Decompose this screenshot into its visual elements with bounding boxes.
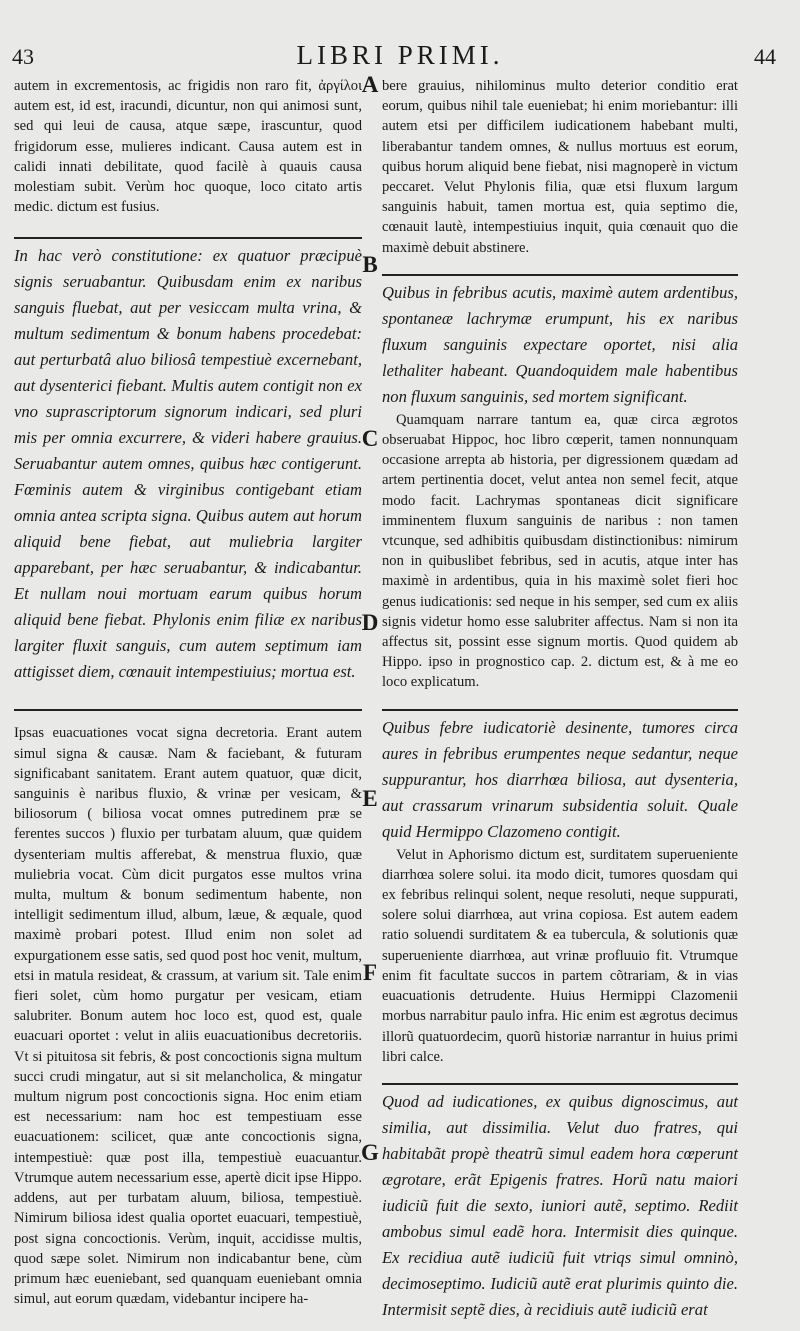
margin-letter: G — [361, 1140, 379, 1165]
margin-letter: A — [361, 72, 379, 97]
lemma-text: In hac verò constitutione: ex quatuor præcipuè signis seruabantur. Quibusdam enim ex naribus sanguis fluebat, aut per vesiccam multa vrina, & multum sedimentum & bonum habens procedebat: aut perturbatâ aluo biliosâ tempestiuè excernebant, aut dysenterici fiebant. Multis autem contigit non ex vno suprascriptorum signorum indicari, sed pluri mis per omnia excurrere, & videri habere grauius. Seruabantur autem omnes, quibus hæc contigerunt. Fœminis autem & virginibus contigebant etiam omnia antea scripta signa. Quibus autem aut horum aliquid bene fiebat, aut muliebria largiter apparebant, per hæc seruabantur, & indicabantur. Et nullam noui mortuam earum quibus horum aliquid bene fiebat. Phylonis enim filiæ ex naribus largiter fluxit sanguis, cum autem septimum iam attigisset diem, cœnauit intempestiuius; mortua est. — [14, 237, 362, 685]
margin-letter: B — [362, 252, 378, 277]
commentary-paragraph: bere grauius, nihilominus multo deterior conditio erat eorum, quibus nihil tale eueniebat; hi enim moriebantur: illi autem etsi per difficilem iudicationem habebant multi, liberabantur tandem omnes, & nullus mortuus est eorum, quibus horum aliquid bene fiebat, nisi magnoperè in victum peccaret. Velut Phylonis filia, quæ etsi fluxum largum sanguinis habuit, tamen mortua est, quia septimo die, cœnauit lautè, intempestiuius inquit, quia cœnauit quo die maximè debuit abstinere. — [382, 78, 738, 256]
left-column — [14, 76, 362, 1309]
running-header — [0, 40, 800, 74]
lemma-text: Quibus in febribus acutis, maximè autem ardentibus, spontaneæ lachrymæ erumpunt, his ex naribus fluxum sanguinis expectare oportet, nisi alia lethaliter habeant. Quandoquidem male habentibus non fluxum sanguinis, sed mortem significant. — [382, 274, 738, 410]
commentary-paragraph: Ipsas euacuationes vocat signa decretoria. Erant autem simul signa & causæ. Nam & faciebant, & futuram significabant sanitatem. Erant autem quatuor, quæ dicit, sanguinis è naribus fluxio, & vrinæ per vesicam, & biliosorum ( biliosa vocat omnes putredinem præ se ferentes succos ) fluxio per turbatam aluum, quæ quidem dysenteriam multis afferebat, & menstrua fluxio, quæ muliebria vocat. Cùm dicit purgatos esse multos vrina multa, multum & bonum sedimentum habente, non intelligit sedimentum illud, album, læue, & æquale, quod maximè probari potest. Illud enim non solet ad expurgationem esse satis, sed quod post hoc venit, multum, etsi in matula resideat, & crassum, at varium sit. Tale enim fieri solet, cùm homo purgatur per vesicam, etiam salubriter. Bonum autem hoc loco est, quod est, quale euacuari oportet : velut in aliis euacuationibus decretoriis. Vt si pituitosa sit febris, & post concoctionis signa multum succi crudi mingatur, aut si sit melancholica, & mingatur multum nigrum post concoctionis signa. Hoc enim etiam est necessarium: nam hoc est tempestiuam esse euacuationem: scilicet, quæ ante concoctionis signa, intempestiuè: quæ post illa, tempestiuè euacuantur. Vtrumque autem necessarium esse, apertè dicit ipse Hippo. addens, aut per turbatam aluum, biliosa, tempestiuè. Nimirum biliosa idest qualia oportet euacuari, tempestiuè, post signa concoctionis. Verùm, inquit, accidisse multis, quod sæpe solet. Nimirum non indicabantur bene, cùm primum hæc eueniebant, sed quanquam eueniebant omnia simul, aut eorum quædam, videbantur incipere ha- — [14, 709, 362, 1309]
margin-letter: E — [362, 786, 378, 811]
page-number-right: 44 — [754, 44, 776, 69]
commentary-paragraph: Velut in Aphorismo dictum est, surditatem superueniente diarrhœa solere solui. ita modo dicit, tumores quosdam qui ex febribus relinqui solent, neque resoluti, neque suppurati, solere solui diarrhœa, aut vrina copiosa. Est autem eadem ratio soluendi surditatem & ea tubercula, & solutionis quæ superueniente diarrhœa, aut vrinæ profluuio fit. Vtrumque enim fit facultate succos in partem cõtrariam, & in vias euacuationis detrudente. Huius Hermippi Clazomenii morbus narrabitur paulo infra. Hic enim est ægrotus decimus illorũ quatuordecim, quorũ historiæ narrantur in huius primi libri calce. — [382, 846, 738, 1065]
lemma-text: Quod ad iudicationes, ex quibus dignoscimus, aut similia, aut dissimilia. Velut duo fratres, qui habitabãt propè theatrũ simul eadem hora cœperunt ægrotare, erãt Epigenis fratres. Horũ natu maiori iudiciũ fuit die sexto, iuniori autẽ, septimo. Rediit ambobus simul eadẽ hora. Intermisit dies quinque. Ex recidiua autẽ iudiciũ fuit vtriqs simul omninò, decimoseptimo. Iudiciũ autẽ erat plurimis quinto die. Intermisit septẽ dies, à recidiuis autẽ iudiciũ erat — [382, 1083, 738, 1323]
margin-letter: C — [361, 426, 379, 451]
commentary-paragraph: Quamquam narrare tantum ea, quæ circa ægrotos obseruabat Hippoc, hoc libro cœperit, tamen nonnunquam occasione arrepta ab historia, per digressionem quædam ad artem pertinentia docet, velut antea non semel fecit, atque modo facit. Lachrymas spontaneas dicit significare imminentem fluxum sanguinis de naribus : non tamen vtcunque, sed adhibitis quibusdam distinctionibus: nimirum non in quibuslibet febribus, sed in acutis, atque inter has maximè in ardentibus, quia in his maximè solet fieri hoc genus iudicationis: sed neque in his semper, sed cum ex aliis signis videtur homo esse salubriter affectus. Nam si non ita affectus sit, possint esse signum mortis. Quod quidem ab Hippo. ipso in prognostico cap. 2. dictum est, & à me eo loco explicatum. — [382, 411, 738, 691]
margin-letter: F — [362, 960, 378, 985]
margin-letter: D — [361, 610, 379, 635]
right-column — [382, 76, 738, 1323]
commentary-paragraph: autem in excrementosis, ac frigidis non raro fit, ἀργίλοι autem est, id est, iracundi, dicuntur, non qui animosi sunt, sed qui leui de causa, atque sæpe, irascuntur, quod frigidorum esse, mulieres indicant. Causa autem est in calidi innati debilitate, quod facilè à quauis causa molestiam subit. Verùm hoc quoque, loco citato artis medic. dictum est fusius. — [14, 78, 362, 216]
lemma-text: Quibus febre iudicatoriè desinente, tumores circa aures in febribus erumpentes neque sedantur, neque suppurantur, hos diarrhœa biliosa, aut dysenteria, aut crassarum vrinarum subsidentia soluit. Quale quid Hermippo Clazomeno contigit. — [382, 709, 738, 845]
page-number-left: 43 — [12, 44, 34, 69]
running-title: LIBRI PRIMI. — [296, 40, 504, 70]
